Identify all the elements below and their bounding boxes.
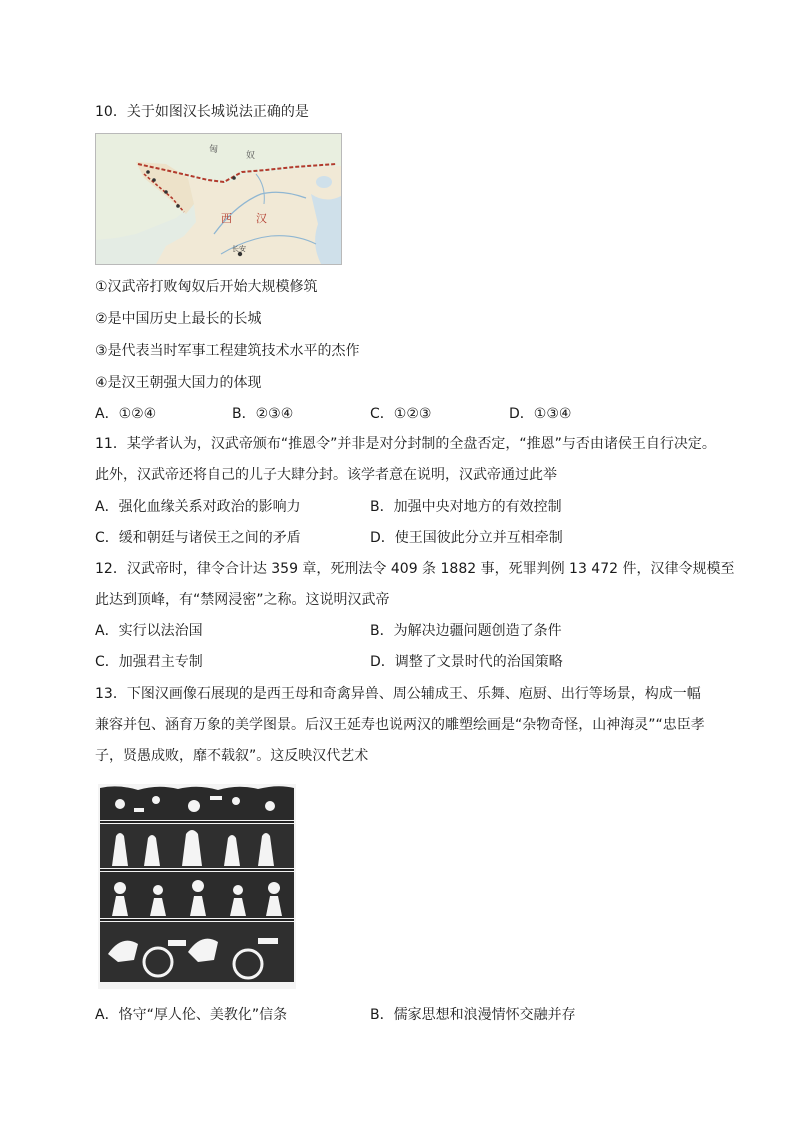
relief-graphic [98,784,296,989]
q12-option-d[interactable]: D．调整了文景时代的治国策略 [370,654,563,670]
q10-item-1: ①汉武帝打败匈奴后开始大规模修筑 [95,279,318,295]
han-stone-relief-image [98,784,296,989]
map-graphic [96,134,341,264]
q11-option-d[interactable]: D．使王国彼此分立并互相牵制 [370,530,563,546]
q13-stem-line-3: 子，贤愚成败，靡不载叙”。这反映汉代艺术 [95,748,369,764]
map-label-xiongnu-1: 匈 [209,145,219,155]
q10-option-a[interactable]: A．①②④ [95,406,157,422]
map-label-xiongnu-2: 奴 [246,151,256,161]
q10-option-c[interactable]: C．①②③ [370,406,432,422]
q11-option-a[interactable]: A．强化血缘关系对政治的影响力 [95,499,301,515]
q11-option-b[interactable]: B．加强中央对地方的有效控制 [370,499,562,515]
q10-item-2: ②是中国历史上最长的长城 [95,311,262,327]
q12-stem-line-2: 此达到顶峰，有“禁网浸密”之称。这说明汉武帝 [95,592,390,608]
q10-stem: 10．关于如图汉长城说法正确的是 [95,104,309,120]
q13-stem-line-1: 13．下图汉画像石展现的是西王母和奇禽异兽、周公辅成王、乐舞、庖厨、出行等场景，构成一幅 [95,686,701,702]
q12-option-a[interactable]: A．实行以法治国 [95,623,203,639]
q11-option-c[interactable]: C．缓和朝廷与诸侯王之间的矛盾 [95,530,301,546]
q13-option-a[interactable]: A．恪守“厚人伦、美教化”信条 [95,1007,288,1023]
han-great-wall-map [95,133,342,265]
map-label-xihan-1: 西 [221,212,232,225]
q10-item-4: ④是汉王朝强大国力的体现 [95,375,262,391]
q12-option-c[interactable]: C．加强君主专制 [95,654,203,670]
q10-item-3: ③是代表当时军事工程建筑技术水平的杰作 [95,343,360,359]
q12-stem-line-1: 12．汉武帝时，律令合计达 359 章，死刑法令 409 条 1882 事，死罪判例 13 472 件，汉律令规模至 [95,561,735,577]
map-label-changan: 长安 [232,245,246,253]
q12-option-b[interactable]: B．为解决边疆问题创造了条件 [370,623,562,639]
q13-option-b[interactable]: B．儒家思想和浪漫情怀交融并存 [370,1007,576,1023]
q11-stem-line-2: 此外，汉武帝还将自己的儿子大肆分封。该学者意在说明，汉武帝通过此举 [95,467,557,483]
q13-stem-line-2: 兼容并包、涵育万象的美学图景。后汉王延寿也说两汉的雕塑绘画是“杂物奇怪，山神海灵”“忠臣孝 [95,717,705,733]
map-label-xihan-2: 汉 [256,212,267,225]
q10-option-d[interactable]: D．①③④ [509,406,572,422]
q11-stem-line-1: 11．某学者认为，汉武帝颁布“推恩令”并非是对分封制的全盘否定，“推恩”与否由诸侯王自行决定。 [95,436,716,452]
q10-option-b[interactable]: B．②③④ [232,406,294,422]
